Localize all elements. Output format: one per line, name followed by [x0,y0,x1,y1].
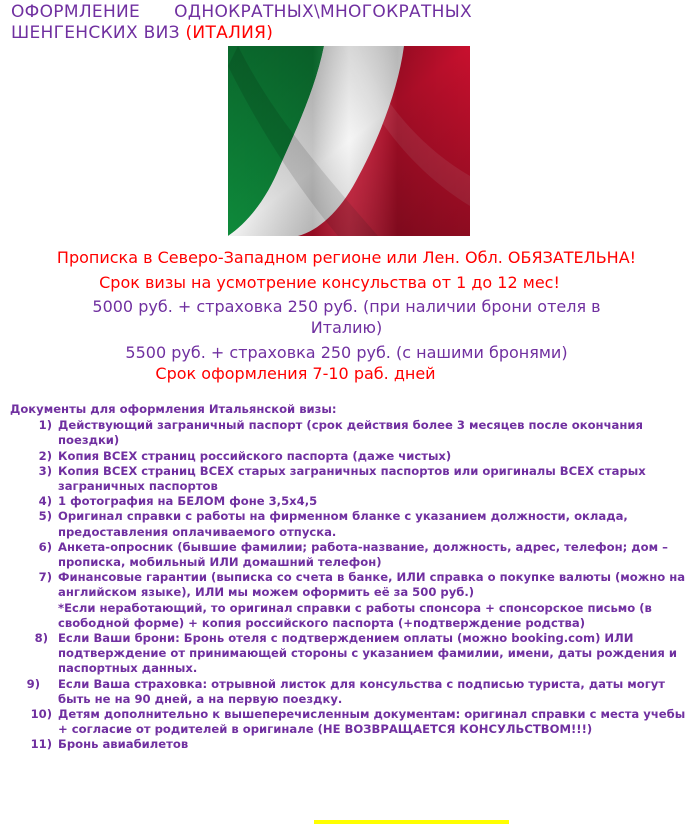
list-item: 8) Если Ваши брони: Бронь отеля с подтверждением оплаты (можно booking.com) ИЛИ подтверждение от принимающей стороны с указанием фамилии, имени, даты рождения и паспортных данных. [34,631,677,676]
list-item: 2) Копия ВСЕХ страниц российского паспорта (даже чистых) [38,448,452,463]
price-with-own-booking-line-1: 5000 руб. + страховка 250 руб. (при наличии брони отеля в [92,297,601,316]
list-item: 3) Копия ВСЕХ страниц ВСЕХ старых заграничных паспортов или оригиналы ВСЕХ старых заграничных паспортов [38,463,646,494]
page-title [11,2,611,44]
list-item: 10) Детям дополнительно к вышеперечисленным документам: оригинал справки с места учебы + согласие от родителей в оригинале (НЕ ВОЗВРАЩАЕТСЯ КОНСУЛЬСТВОМ!!!) [30,707,686,737]
title-country: (ИТАЛИЯ) [185,23,274,43]
sponsor-note: *Если неработающий, то оригинал справки с работы спонсора + спонсорское письмо (в свободной форме) + копия российского паспорта (+подтверждение родства) [58,600,652,630]
price-with-agency-booking: 5500 руб. + страховка 250 руб. (с нашими бронями) [125,343,568,362]
documents-section [10,402,686,753]
list-item: 4) 1 фотография на БЕЛОМ фоне 3,5х4,5 [38,494,318,509]
documents-heading: Документы для оформления Итальянской визы: [10,402,337,416]
italy-flag-image [228,46,470,236]
list-item: 11) Бронь авиабилетов [30,737,189,752]
processing-time: Срок оформления 7-10 раб. дней [155,364,436,383]
validity-notice: Срок визы на усмотрение консульства от 1 до 12 мес! [99,273,560,292]
list-item: 1) Действующий заграничный паспорт (срок действия более 3 месяцев после окончания поездки) [38,418,643,448]
list-item: 7) Финансовые гарантии (выписка со счета в банке, ИЛИ справка о покупке валюты (можно на английском языке), ИЛИ мы можем оформить её за 500 руб.) *Если неработающий, то оригинал справки с работы спонсора + спонсорское письмо (в свободной форме) + копия российского паспорта (+подтверждение родства) [38,570,686,630]
list-item: 5) Оригинал справки с работы на фирменном бланке с указанием должности, оклада, предоставления оплачиваемого отпуска. [38,509,628,539]
title-part-2: ОДНОКРАТНЫХ\МНОГОКРАТНЫХ [174,2,472,22]
title-part-3: ШЕНГЕНСКИХ ВИЗ [11,23,180,43]
list-item: 9) Если Ваша страховка: отрывной листок для консульства с подписью туриста, даты могут быть не на 90 дней, а на первую поездку. [26,676,666,706]
list-item: 6) Анкета-опросник (бывшие фамилии; работа-название, должность, адрес, телефон; дом – прописка, мобильный ИЛИ домашний телефон) [38,539,668,570]
registration-notice: Прописка в Северо-Западном регионе или Лен. Обл. ОБЯЗАТЕЛЬНА! [56,248,637,267]
highlight-mark [314,820,509,824]
documents-list [10,418,686,752]
price-with-own-booking-line-2: Италию) [310,318,383,337]
title-part-1: ОФОРМЛЕНИЕ [11,2,141,22]
